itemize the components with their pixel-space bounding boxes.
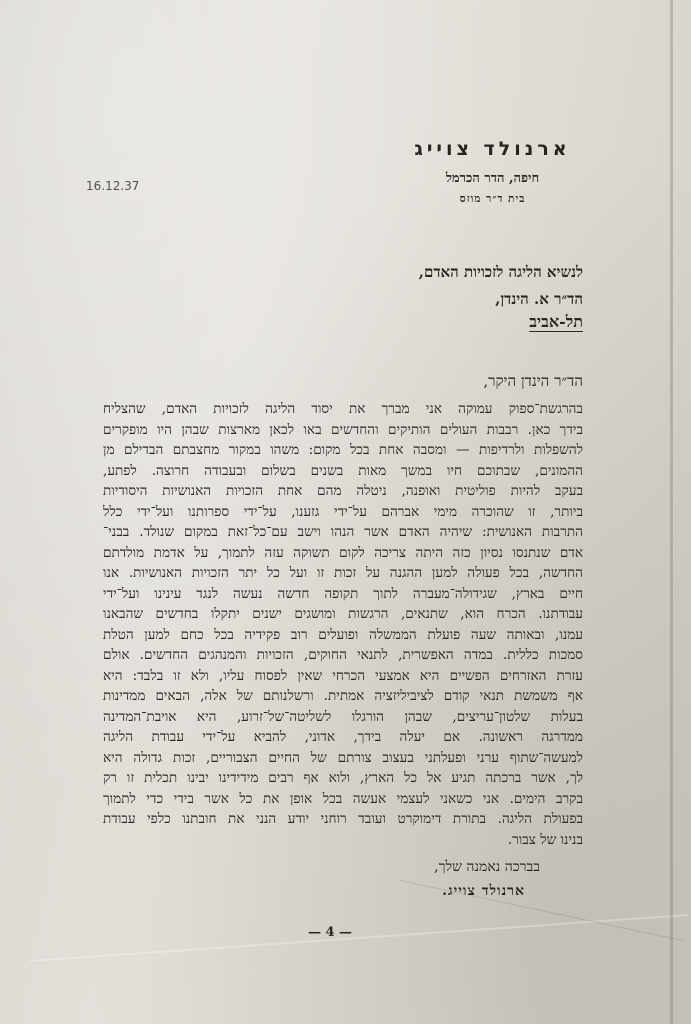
body-line: ההמונים, שבתוכם חיו במשך מאות בשנים בשלום ובעבודה חרוצה. לפתע, xyxy=(103,462,583,479)
letterhead-address-city: חיפה, הדר הכרמל xyxy=(445,171,540,186)
salutation: הד״ר הינדן היקר, xyxy=(483,372,583,390)
body-line: עזרת האזרחים הפשיים היא אמצעי הכרחי שאין לפסוח עליו, ולא זו בלבד: היא xyxy=(103,667,583,684)
body-line: ממדרגה ראשונה. אם יעלה בידך, אדוני, להביא על־ידי עבודת הליגה xyxy=(103,729,583,746)
body-line: עבודתנו. הכרח הוא, שתנאים, הרגשות ומושגים ישנים יתקלו בחדשים שהבאנו xyxy=(103,606,583,623)
body-line: בקרב הימים. אני כשאני לעצמי אעשה בכל אופן את כל אשר בידי כדי לתמוך xyxy=(103,790,583,807)
recipient-name: הד״ר א. הינדן, xyxy=(495,290,583,308)
body-line: סמכות כללית. במדה האפשרית, לתנאי החוקים, הזכויות והמנהגים החדשים. אולם xyxy=(103,647,583,664)
body-line: אף משמשת תנאי קודם לציביליזציה אמתית. ורשלנותם של אלה, הבאים ממדינות xyxy=(103,688,583,705)
body-line: לך, אשר ברכתה תגיע אל כל הארץ, ולוא אף רבים מידידינו יבינו תכלית זו רק xyxy=(103,770,583,787)
body-line: אדם שנתנסו נסיון כזה היתה צריכה לקום תשוקה עזה לתמוך, על אדמת מולדתם xyxy=(103,544,583,561)
letter-closing: בברכה נאמנה שלך, xyxy=(434,859,540,875)
body-line: בהרגשת־ספוק עמוקה אני מברך את יסוד הליגה לזכויות האדם, שהצליח xyxy=(103,401,583,417)
recipient-title: לנשיא הליגה לזכויות האדם, xyxy=(418,263,583,281)
letterhead-name: ארנולד צוייג xyxy=(414,138,571,160)
letter-signature: ארנולד צוייג. xyxy=(442,883,525,899)
body-line: החדשה, בכל פעולה למען ההגנה על זכות זו ועל כל יתר הזכויות האנושיות. אנו xyxy=(103,565,583,582)
body-line: עמנו, ובאותה שעה פועלת הממשלה ופועלים רוב פקידיה בכל כחם למען הטלת xyxy=(103,626,583,643)
letter-date: 16.12.37 xyxy=(86,179,140,193)
body-line: ביותר, זו שהוכרה מימי אברהם על־ידי גזענו, על־ידי ספרותנו ועל־ידי כלל xyxy=(103,503,583,520)
body-line: בעלות שלטון־עריצים, שבהן הורגלו לשליטה־של־זרוע, היא אויבת־המדינה xyxy=(103,708,583,725)
body-line: בעקב להיות פוליטית ואופנה, ניטלה מהם אחת הזכויות האנושיות היסודיות xyxy=(103,483,583,500)
page-number: — 4 — xyxy=(307,925,353,940)
body-line: בנינו של צבור. xyxy=(507,832,583,848)
body-line: התרבות האנושית: שיהיה האדם אשר הנהו וישב עם־כל־זאת במקום שנולד. בבני־ xyxy=(103,524,583,541)
body-line: למעשה־שתוף ערני ופעלתני בעצוב צורתם של החיים הצבוריים, זכות גדולה היא xyxy=(103,749,583,766)
paper-edge xyxy=(670,0,673,1024)
recipient-city: תל-אביב xyxy=(529,312,583,331)
body-line: להשפלות ולרדיפות — ומסבה אחת בכל מקום: משהו במקור מחצבתם הבדילם מן xyxy=(103,442,583,459)
body-line: בפעולת הליגה. בתורת דימוקרט ועובד רוחני יודע הנני את חובתנו כלפי עבודת xyxy=(103,811,583,828)
body-line: בידך כאן. רבבות העולים הותיקים והחדשים באו לכאן מארצות שבהן היו מופקרים xyxy=(103,421,583,438)
letterhead-address-house: בית ד״ר מוזס xyxy=(459,193,526,205)
body-line: חיים בארץ, שגידולה־מעברה לתוך תקופה חדשה נעשה לנגד עינינו ועל־ידי xyxy=(103,585,583,602)
